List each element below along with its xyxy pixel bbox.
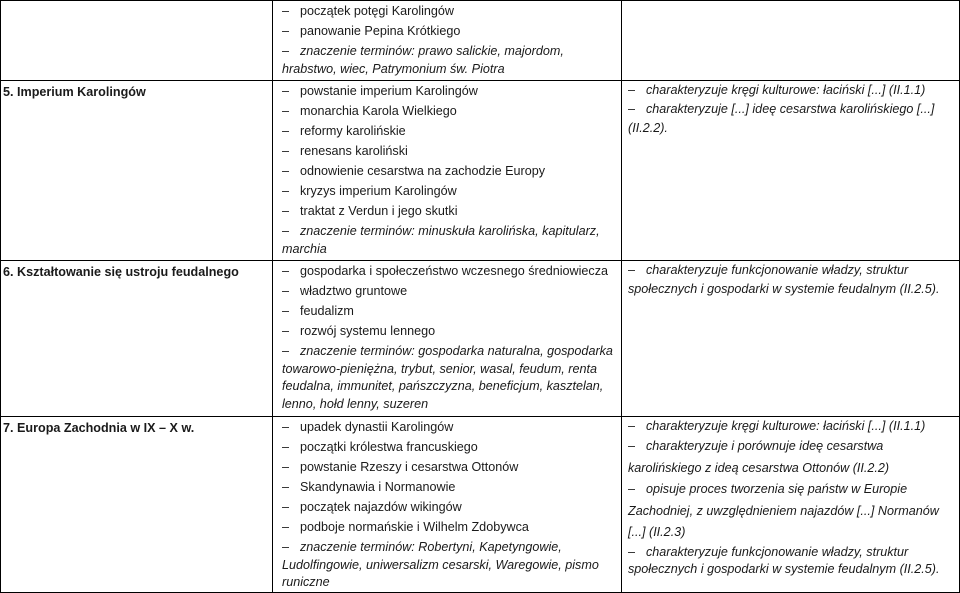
list-item: – panowanie Pepina Krótkiego (282, 24, 461, 38)
list-item: – początek najazdów wikingów (282, 500, 462, 514)
section-cell (1, 81, 273, 261)
list-item: – gospodarka i społeczeństwo wczesnego średniowiecza (282, 264, 609, 278)
list-item: – traktat z Verdun i jego skutki (282, 204, 458, 218)
list-item: – upadek dynastii Karolingów (282, 420, 454, 434)
list-item: – znaczenie terminów: gospodarka naturalna, gospodarka towarowo-pieniężna, trybut, senior, wasal, feudum, renta feudalna, immunitet, pańszczyzna, beneficjum, kasztelan, lenno, hołd lenny, suzeren (282, 344, 613, 411)
list-item: – powstanie Rzeszy i cesarstwa Ottonów (282, 460, 519, 474)
list-item: – powstanie imperium Karolingów (282, 84, 478, 98)
list-item: – Skandynawia i Normanowie (282, 480, 456, 494)
requirements-cell (622, 81, 960, 261)
table-row (1, 261, 960, 417)
topics-cell (273, 81, 622, 261)
table-row (1, 81, 960, 261)
list-item: – znaczenie terminów: Robertyni, Kapetyngowie, Ludolfingowie, uniwersalizm cesarski, Waregowie, pismo runiczne (282, 540, 599, 589)
topics-cell (273, 261, 622, 417)
table-row (1, 1, 960, 81)
list-item: – feudalizm (282, 304, 354, 318)
requirement-item: – charakteryzuje funkcjonowanie władzy, struktur społecznych i gospodarki w systemie feudalnym (II.2.5). (628, 544, 940, 576)
list-item: – podboje normańskie i Wilhelm Zdobywca (282, 520, 529, 534)
section-title: 5. Imperium Karolingów (3, 85, 146, 99)
table-row (1, 417, 960, 593)
section-cell (1, 417, 273, 593)
list-item: – władztwo gruntowe (282, 284, 408, 298)
requirement-item: – charakteryzuje i porównuje ideę cesarstwa karolińskiego z ideą cesarstwa Ottonów (II.2.2) (628, 439, 890, 475)
topics-cell (273, 1, 622, 81)
section-title: 6. Kształtowanie się ustroju feudalnego (3, 265, 239, 279)
requirements-cell (622, 417, 960, 593)
requirements-cell (622, 1, 960, 81)
list-item: – renesans karoliński (282, 144, 408, 158)
requirement-item: – charakteryzuje [...] ideę cesarstwa karolińskiego [...] (II.2.2). (628, 102, 935, 135)
requirement-item: – opisuje proces tworzenia się państw w Europie Zachodniej, z uwzględnieniem najazdów [...] Normanów [...] (II.2.3) (628, 482, 939, 539)
section-title (1, 1, 272, 2)
list-item: – znaczenie terminów: minuskuła karolińska, kapitularz, marchia (282, 224, 600, 256)
requirements-cell (622, 261, 960, 417)
requirement-item: – charakteryzuje funkcjonowanie władzy, struktur społecznych i gospodarki w systemie feudalnym (II.2.5). (628, 263, 940, 296)
requirement-item: – charakteryzuje kręgi kulturowe: łaciński [...] (II.1.1) (628, 419, 926, 433)
list-item: – znaczenie terminów: prawo salickie, majordom, hrabstwo, wiec, Patrymonium św. Piotra (282, 44, 564, 76)
list-item: – monarchia Karola Wielkiego (282, 104, 457, 118)
list-item: – kryzys imperium Karolingów (282, 184, 457, 198)
requirement-item: – charakteryzuje kręgi kulturowe: łaciński [...] (II.1.1) (628, 83, 926, 97)
topics-cell (273, 417, 622, 593)
section-cell (1, 261, 273, 417)
section-title: 7. Europa Zachodnia w IX – X w. (3, 421, 195, 435)
list-item: – reformy karolińskie (282, 124, 406, 138)
list-item: – początek potęgi Karolingów (282, 4, 455, 18)
list-item: – rozwój systemu lennego (282, 324, 436, 338)
list-item: – odnowienie cesarstwa na zachodzie Europy (282, 164, 546, 178)
list-item: – początki królestwa francuskiego (282, 440, 478, 454)
section-cell (1, 1, 273, 81)
